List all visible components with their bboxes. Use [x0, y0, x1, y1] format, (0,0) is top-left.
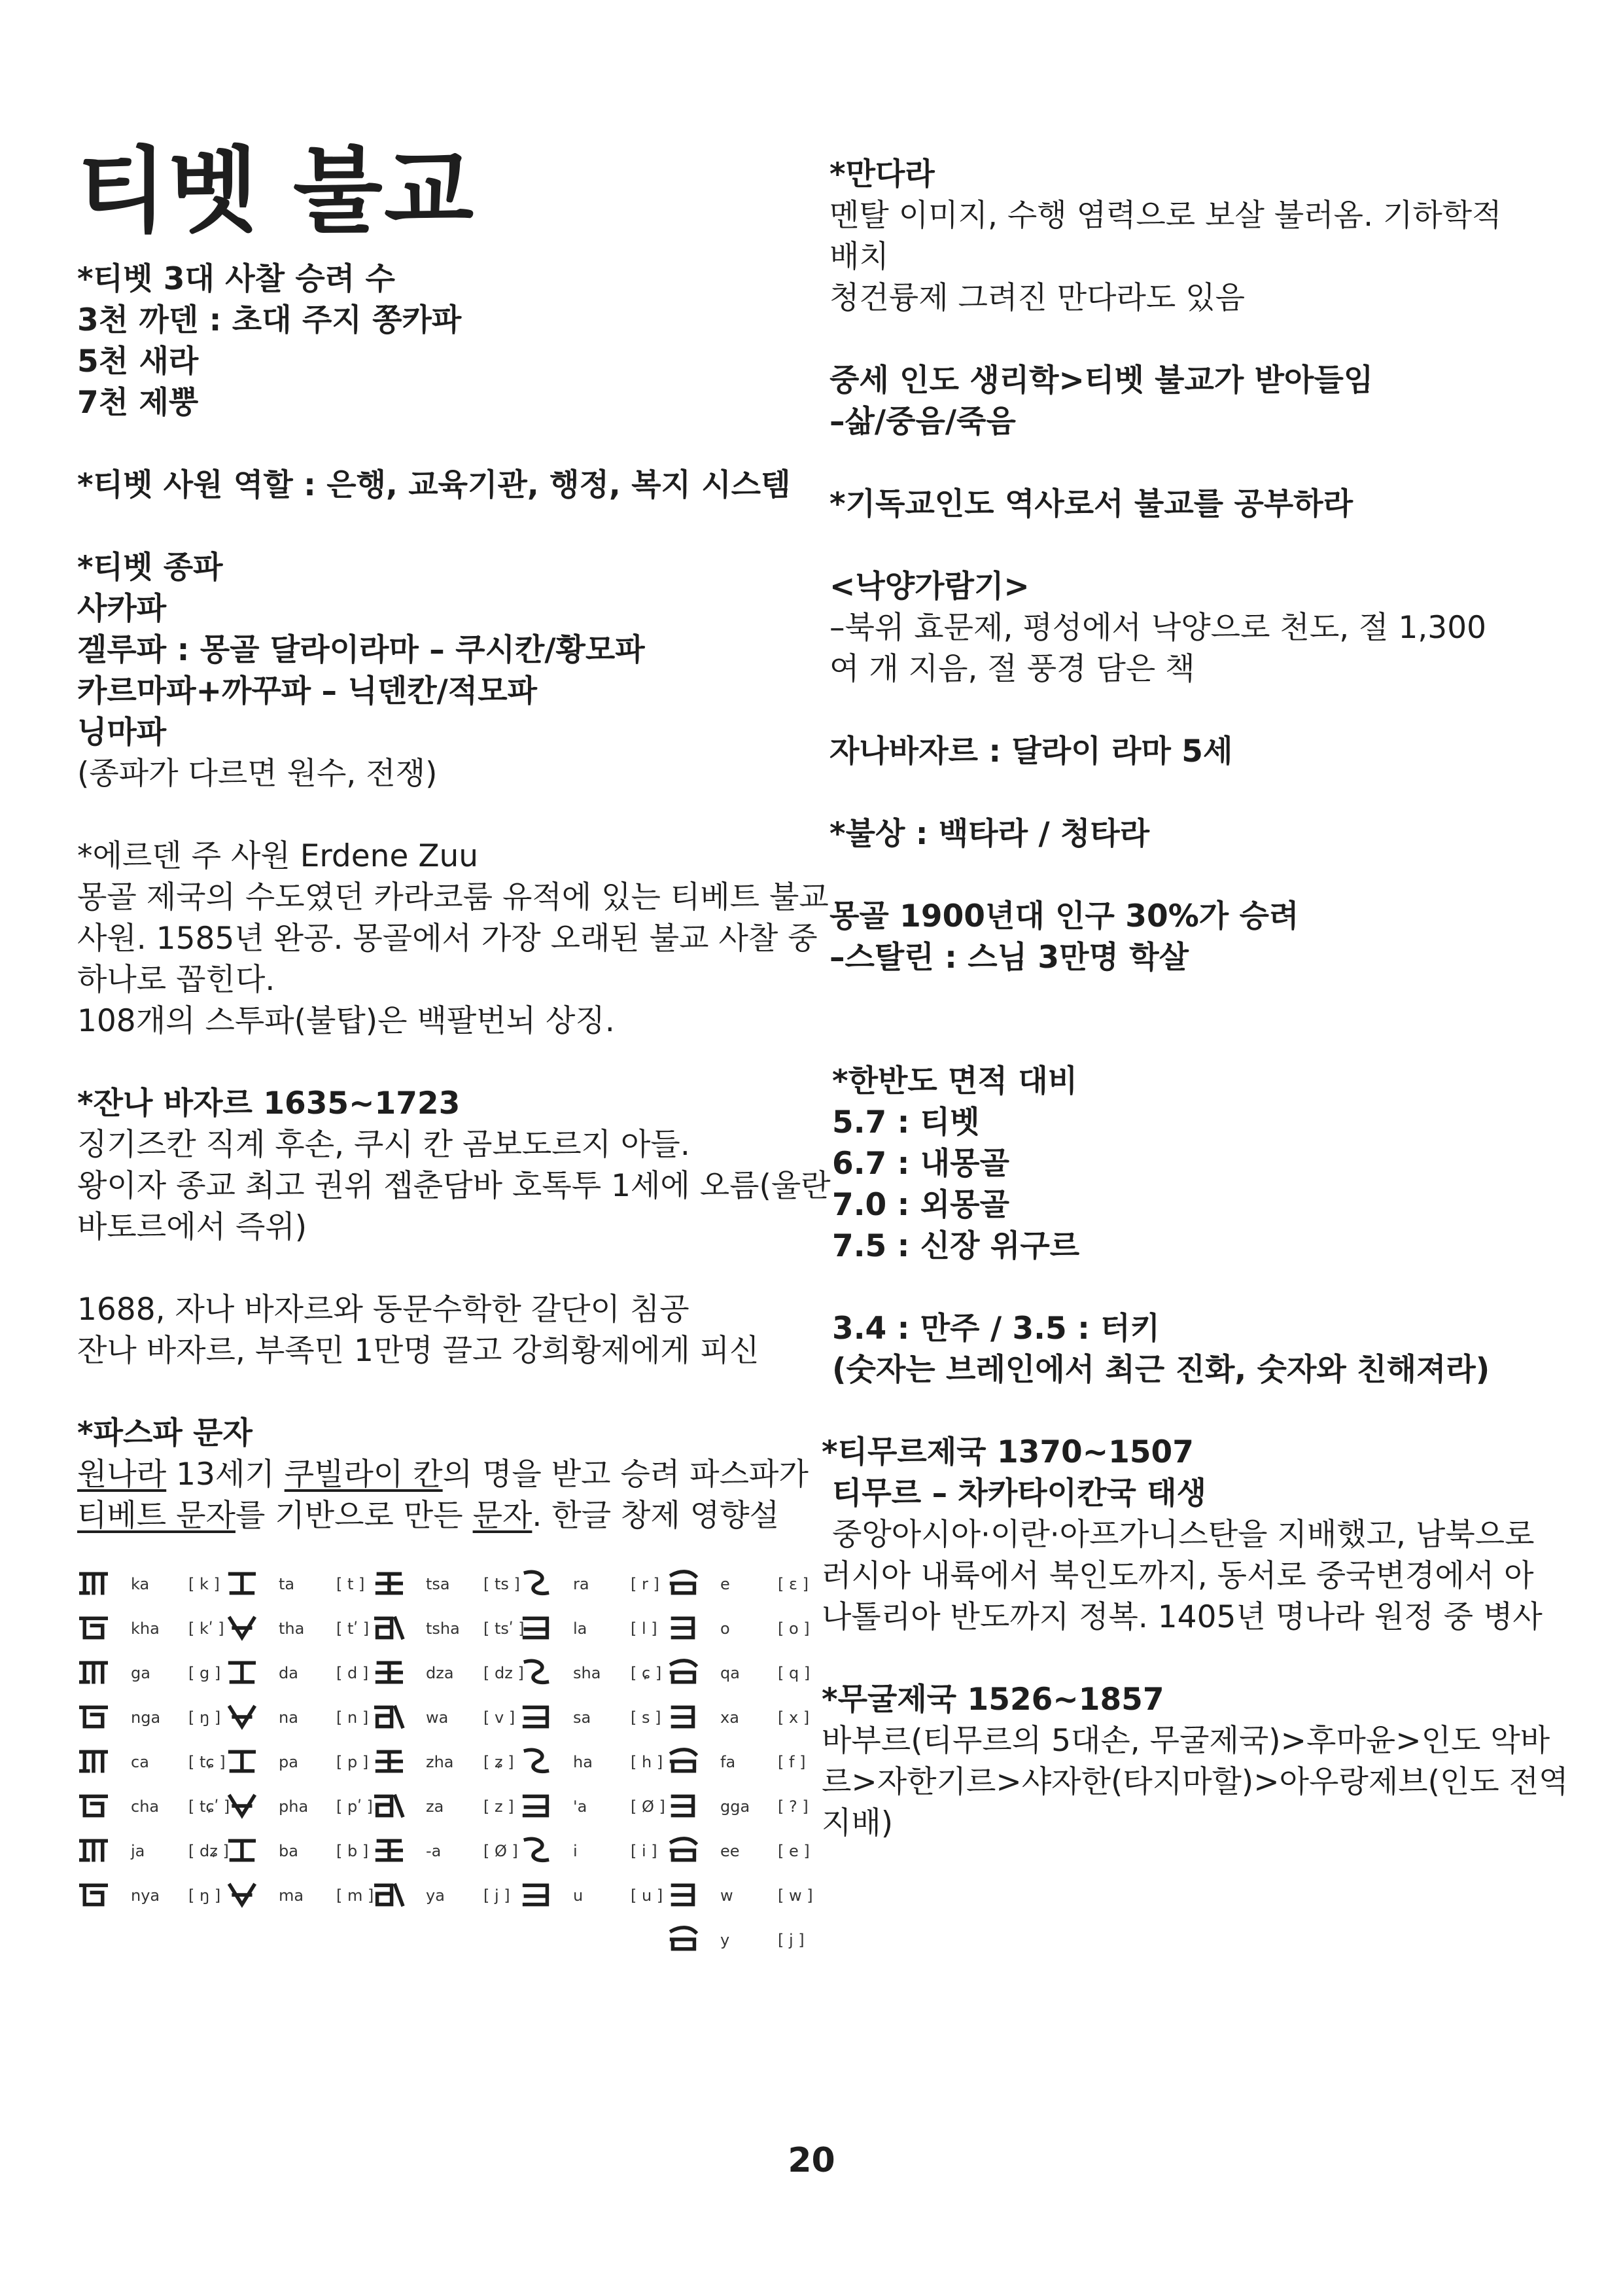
phags-pa-letter — [225, 1742, 369, 1786]
spacer — [829, 772, 1556, 813]
ipa-value: [ d ] — [336, 1664, 369, 1682]
text-line: 3천 까덴 : 초대 주지 쫑카파 — [77, 302, 462, 338]
text-line: 바토르에서 즉위) — [77, 1209, 307, 1245]
transliteration: da — [279, 1664, 298, 1682]
phags-pa-glyph-icon — [667, 1658, 699, 1687]
phags-pa-letter — [667, 1697, 811, 1742]
ipa-value: [ tɕʹ ] — [188, 1797, 230, 1816]
ipa-value: [ q ] — [778, 1664, 811, 1682]
text-line: 르>자한기르>샤자한(타지마할)>아우랑제브(인도 전역 — [822, 1764, 1569, 1800]
phags-pa-glyph-icon — [667, 1569, 699, 1598]
phags-pa-glyph-icon — [519, 1747, 552, 1776]
phags-pa-glyph-icon — [225, 1703, 258, 1731]
text-line: 잔나 바자르, 부족민 1만명 끌고 강희황제에게 피신 — [77, 1333, 759, 1369]
ipa-value: [ tsʹ ] — [483, 1619, 525, 1638]
phags-pa-row — [77, 1920, 810, 1964]
phags-pa-glyph-icon — [225, 1569, 258, 1598]
ipa-value: [ n ] — [336, 1708, 369, 1727]
text-line: –북위 효문제, 평성에서 낙양으로 천도, 절 1,300 — [829, 610, 1487, 646]
text-line: 108개의 스투파(불탑)은 백팔번뇌 상징. — [77, 1003, 615, 1039]
transliteration: pha — [279, 1797, 309, 1816]
phags-pa-glyph-icon — [519, 1703, 552, 1731]
ipa-value: [ r ] — [631, 1575, 659, 1593]
spacer — [77, 1248, 816, 1289]
spacer — [77, 506, 816, 547]
page-number: 20 — [788, 2141, 835, 2180]
phags-pa-glyph-icon — [225, 1614, 258, 1642]
phags-pa-letter — [519, 1697, 663, 1742]
transliteration: ta — [279, 1575, 295, 1593]
text-line: 7.5 : 신장 위구르 — [832, 1228, 1080, 1264]
transliteration: ee — [720, 1842, 740, 1860]
spacer — [829, 1390, 1556, 1432]
text-line: 지배) — [822, 1805, 894, 1841]
text-line: 여 개 지음, 절 풍경 담은 책 — [829, 651, 1195, 687]
spacer — [829, 525, 1556, 566]
spacer — [77, 794, 816, 836]
transliteration: tsa — [426, 1575, 450, 1593]
ipa-value: [ ts ] — [483, 1575, 520, 1593]
transliteration: na — [279, 1708, 298, 1727]
phags-pa-row — [77, 1786, 810, 1831]
transliteration: ya — [426, 1886, 445, 1905]
transliteration: -a — [426, 1842, 442, 1860]
phags-pa-letter — [225, 1564, 369, 1608]
phags-pa-glyph-icon — [667, 1792, 699, 1820]
transliteration: tsha — [426, 1619, 460, 1638]
transliteration: u — [573, 1886, 584, 1905]
spacer — [77, 423, 816, 465]
text-line: *무굴제국 1526~1857 — [822, 1682, 1164, 1718]
spacer — [829, 690, 1556, 731]
phags-pa-letter — [77, 1742, 226, 1786]
phags-pa-glyph-icon — [519, 1569, 552, 1598]
transliteration: gga — [720, 1797, 750, 1816]
phags-pa-glyph-icon — [225, 1836, 258, 1865]
phags-pa-row — [77, 1564, 810, 1608]
phags-pa-glyph-icon — [225, 1792, 258, 1820]
ipa-value: [ t ] — [336, 1575, 365, 1593]
ipa-value: [ j ] — [778, 1931, 805, 1949]
transliteration: ga — [131, 1664, 150, 1682]
phags-pa-row — [77, 1875, 813, 1920]
phags-pa-glyph-icon — [77, 1881, 110, 1909]
phags-pa-letter — [667, 1564, 811, 1608]
phags-pa-glyph-icon — [667, 1836, 699, 1865]
ipa-value: [ k ] — [188, 1575, 220, 1593]
ipa-value: [ z ] — [483, 1797, 514, 1816]
transliteration: nya — [131, 1886, 160, 1905]
ipa-value: [ b ] — [336, 1842, 369, 1860]
phags-pa-glyph-icon — [372, 1792, 405, 1820]
text-line: 하나로 꼽힌다. — [77, 962, 275, 998]
text-line: 징기즈칸 직계 후손, 쿠시 칸 곰보도르지 아들. — [77, 1127, 690, 1163]
ipa-value: [ p ] — [336, 1753, 369, 1771]
phags-pa-glyph-icon — [667, 1925, 699, 1954]
phags-pa-letter — [77, 1831, 229, 1875]
phags-pa-row — [77, 1831, 810, 1875]
phags-pa-letter — [667, 1786, 811, 1831]
spacer — [829, 855, 1556, 896]
phags-pa-glyph-icon — [372, 1881, 405, 1909]
spacer — [829, 442, 1556, 484]
page-title: 티벳 불교 — [77, 137, 476, 245]
text-line: *티벳 종파 — [77, 550, 223, 586]
phags-pa-glyph-icon — [225, 1747, 258, 1776]
spacer — [829, 1638, 1556, 1679]
phags-pa-letter — [77, 1697, 221, 1742]
transliteration: la — [573, 1619, 587, 1638]
phags-pa-letter — [372, 1742, 516, 1786]
text-line: 중세 인도 생리학>티벳 불교가 받아들임 — [829, 362, 1374, 398]
text-line: 티무르 – 차카타이칸국 태생 — [832, 1475, 1207, 1511]
phags-pa-letter — [519, 1875, 663, 1920]
phags-pa-glyph-icon — [77, 1703, 110, 1731]
phags-pa-letter — [519, 1786, 663, 1831]
phags-pa-glyph-icon — [225, 1658, 258, 1687]
transliteration: tha — [279, 1619, 305, 1638]
text-line: 바부르(티무르의 5대손, 무굴제국)>후마윤>인도 악바 — [822, 1723, 1550, 1759]
ipa-value: [ g ] — [188, 1664, 221, 1682]
phags-pa-letter — [667, 1742, 811, 1786]
text-line — [77, 1454, 816, 1495]
ipa-value: [ kʹ ] — [188, 1619, 224, 1638]
text-line: *잔나 바자르 1635~1723 — [77, 1086, 461, 1122]
ipa-value: [ x ] — [778, 1708, 810, 1727]
phags-pa-glyph-icon — [667, 1703, 699, 1731]
phags-pa-letter — [372, 1831, 516, 1875]
underlined-term: 쿠빌라이 칸 — [284, 1457, 443, 1492]
text-line: 5.7 : 티벳 — [832, 1104, 980, 1140]
spacer — [829, 319, 1556, 360]
transliteration: ka — [131, 1575, 150, 1593]
ipa-value: [ j ] — [483, 1886, 510, 1905]
transliteration: sa — [573, 1708, 591, 1727]
phags-pa-letter — [225, 1875, 374, 1920]
phags-pa-glyph-icon — [77, 1836, 110, 1865]
ipa-value: [ m ] — [336, 1886, 374, 1905]
text-line: 사카파 — [77, 591, 167, 627]
phags-pa-letter — [667, 1608, 811, 1653]
transliteration: dza — [426, 1664, 454, 1682]
text-line: (종파가 다르면 원수, 전쟁) — [77, 756, 438, 792]
phags-pa-glyph-icon — [519, 1792, 552, 1820]
phags-pa-glyph-icon — [667, 1747, 699, 1776]
transliteration: sha — [573, 1664, 601, 1682]
text-line: 배치 — [829, 239, 889, 275]
transliteration: nga — [131, 1708, 161, 1727]
text-line: *만다라 — [829, 156, 935, 192]
phags-pa-letter — [372, 1564, 520, 1608]
text-line: 닝마파 — [77, 715, 167, 751]
transliteration: ma — [279, 1886, 304, 1905]
text-line: (숫자는 브레인에서 최근 진화, 숫자와 친해져라) — [832, 1352, 1490, 1388]
phags-pa-glyph-icon — [372, 1614, 405, 1642]
phags-pa-glyph-icon — [519, 1881, 552, 1909]
phags-pa-glyph-icon — [372, 1836, 405, 1865]
phags-pa-letter — [225, 1697, 369, 1742]
transliteration: xa — [720, 1708, 739, 1727]
phags-pa-glyph-icon — [667, 1614, 699, 1642]
ipa-value: [ f ] — [778, 1753, 806, 1771]
spacer — [77, 1371, 816, 1413]
phags-pa-letter — [519, 1742, 663, 1786]
underlined-term: 문자 — [472, 1498, 532, 1534]
text-line: 중앙아시아·이란·아프가니스탄을 지배했고, 남북으로 — [832, 1517, 1535, 1553]
transliteration: ca — [131, 1753, 149, 1771]
transliteration: wa — [426, 1708, 449, 1727]
phags-pa-letter — [519, 1831, 663, 1875]
text-line: 1688, 자나 바자르와 동문수학한 갈단이 침공 — [77, 1292, 689, 1328]
text-line: <낙양가람기> — [829, 569, 1030, 605]
phags-pa-letter — [519, 1608, 663, 1653]
text-line: 7천 제뿡 — [77, 385, 199, 421]
text-span: 13세기 — [166, 1457, 285, 1492]
phags-pa-glyph-icon — [77, 1569, 110, 1598]
phags-pa-letter — [225, 1786, 373, 1831]
spacer — [77, 1042, 816, 1083]
ipa-value: [ u ] — [631, 1886, 663, 1905]
phags-pa-letter — [77, 1564, 221, 1608]
ipa-value: [ ɕ ] — [631, 1664, 662, 1682]
transliteration: zha — [426, 1753, 454, 1771]
phags-pa-letter — [372, 1786, 516, 1831]
transliteration: ba — [279, 1842, 298, 1860]
text-line: *티벳 3대 사찰 승려 수 — [77, 261, 395, 297]
phags-pa-letter — [77, 1875, 221, 1920]
phags-pa-glyph-icon — [667, 1881, 699, 1909]
text-line: 몽골 1900년대 인구 30%가 승려 — [829, 898, 1299, 934]
spacer — [829, 978, 1556, 1019]
text-line: 러시아 내륙에서 북인도까지, 동서로 중국변경에서 아 — [822, 1558, 1534, 1594]
phags-pa-letter — [372, 1697, 516, 1742]
ipa-value: [ dz ] — [483, 1664, 524, 1682]
text-line: *기독교인도 역사로서 불교를 공부하라 — [829, 486, 1353, 522]
phags-pa-letter — [77, 1653, 221, 1697]
phags-pa-glyph-icon — [519, 1836, 552, 1865]
transliteration: fa — [720, 1753, 736, 1771]
phags-pa-letter — [667, 1875, 811, 1920]
text-line: –스탈린 : 스님 3만명 학살 — [829, 940, 1189, 976]
phags-pa-letter — [372, 1875, 516, 1920]
transliteration: za — [426, 1797, 444, 1816]
phags-pa-glyph-icon — [372, 1747, 405, 1776]
ipa-value: [ ɛ ] — [778, 1575, 809, 1593]
transliteration: qa — [720, 1664, 740, 1682]
phags-pa-glyph-icon — [225, 1881, 258, 1909]
text-line: –삶/중음/죽음 — [829, 404, 1016, 440]
transliteration: ra — [573, 1575, 589, 1593]
transliteration: e — [720, 1575, 730, 1593]
phags-pa-glyph-icon — [77, 1792, 110, 1820]
transliteration: cha — [131, 1797, 160, 1816]
phags-pa-letter — [372, 1608, 525, 1653]
text-line: 자나바자르 : 달라이 라마 5세 — [829, 733, 1233, 769]
phags-pa-letter — [225, 1831, 369, 1875]
text-line: 몽골 제국의 수도였던 카라코룸 유적에 있는 티베트 불교 — [77, 879, 829, 915]
phags-pa-script-table — [77, 1564, 813, 1964]
ipa-value: [ ŋ ] — [188, 1708, 221, 1727]
text-line: *한반도 면적 대비 — [832, 1063, 1078, 1099]
ipa-value: [ e ] — [778, 1842, 810, 1860]
phags-pa-letter — [519, 1564, 663, 1608]
phags-pa-letter — [77, 1608, 224, 1653]
ipa-value: [ h ] — [631, 1753, 663, 1771]
right-column — [822, 154, 1569, 1844]
transliteration: ha — [573, 1753, 593, 1771]
transliteration: ja — [131, 1842, 145, 1860]
text-line: 5천 새라 — [77, 344, 199, 380]
text-line: 카르마파+까꾸파 – 닉덴칸/적모파 — [77, 673, 537, 709]
text-span: 를 기반으로 만든 — [235, 1498, 473, 1534]
phags-pa-glyph-icon — [77, 1658, 110, 1687]
phags-pa-letter — [519, 1653, 663, 1697]
phags-pa-row — [77, 1608, 810, 1653]
phags-pa-row — [77, 1697, 810, 1742]
phags-pa-glyph-icon — [372, 1703, 405, 1731]
text-line: *티무르제국 1370~1507 — [822, 1434, 1194, 1470]
text-line: *파스파 문자 — [77, 1415, 253, 1451]
ipa-value: [ ʑ ] — [483, 1753, 514, 1771]
spacer — [829, 1019, 1556, 1061]
text-line: 왕이자 종교 최고 권위 젭춘담바 호톡투 1세에 오름(울란 — [77, 1168, 831, 1204]
phags-pa-row — [77, 1653, 810, 1697]
ipa-value: [ Ø ] — [631, 1797, 665, 1816]
ipa-value: [ w ] — [778, 1886, 813, 1905]
text-line: 사원. 1585년 완공. 몽골에서 가장 오래된 불교 사찰 중 — [77, 921, 818, 957]
phags-pa-letter — [225, 1653, 369, 1697]
spacer — [829, 1267, 1556, 1308]
transliteration: w — [720, 1886, 733, 1905]
text-line: *에르덴 주 사원 Erdene Zuu — [77, 838, 479, 874]
phags-pa-letter — [77, 1786, 230, 1831]
underlined-term: 티베트 문자 — [77, 1498, 236, 1534]
phags-pa-glyph-icon — [372, 1569, 405, 1598]
text-span: . 한글 창제 영향설 — [532, 1498, 779, 1534]
underlined-term: 원나라 — [77, 1457, 167, 1492]
phags-pa-glyph-icon — [77, 1747, 110, 1776]
phags-pa-glyph-icon — [77, 1614, 110, 1642]
phags-pa-glyph-icon — [519, 1658, 552, 1687]
phags-pa-letter — [667, 1920, 811, 1964]
ipa-value: [ o ] — [778, 1619, 810, 1638]
transliteration: o — [720, 1619, 730, 1638]
text-line: 3.4 : 만주 / 3.5 : 터키 — [832, 1311, 1161, 1347]
ipa-value: [ tɕ ] — [188, 1753, 226, 1771]
ipa-value: [ s ] — [631, 1708, 661, 1727]
phags-pa-letter — [667, 1831, 811, 1875]
ipa-value: [ l ] — [631, 1619, 657, 1638]
left-column — [77, 258, 831, 1536]
text-line: 청건륭제 그려진 만다라도 있음 — [829, 280, 1246, 316]
text-span: 의 명을 받고 승려 파스파가 — [442, 1457, 809, 1492]
transliteration: i — [573, 1842, 578, 1860]
ipa-value: [ Ø ] — [483, 1842, 518, 1860]
text-line: 7.0 : 외몽골 — [832, 1187, 1009, 1223]
ipa-value: [ pʹ ] — [336, 1797, 373, 1816]
ipa-value: [ tʹ ] — [336, 1619, 370, 1638]
ipa-value: [ ? ] — [778, 1797, 809, 1816]
phags-pa-row — [77, 1742, 810, 1786]
text-line: 나톨리아 반도까지 정복. 1405년 명나라 원정 중 병사 — [822, 1599, 1543, 1635]
text-line: *불상 : 백타라 / 청타라 — [829, 816, 1150, 852]
text-line: 6.7 : 내몽골 — [832, 1146, 1009, 1182]
ipa-value: [ v ] — [483, 1708, 515, 1727]
ipa-value: [ i ] — [631, 1842, 657, 1860]
transliteration: 'a — [573, 1797, 587, 1816]
phags-pa-letter — [225, 1608, 369, 1653]
transliteration: pa — [279, 1753, 298, 1771]
text-line: *티벳 사원 역할 : 은행, 교육기관, 행정, 복지 시스템 — [77, 467, 791, 503]
text-line: 멘탈 이미지, 수행 염력으로 보살 불러옴. 기하학적 — [829, 198, 1502, 234]
phags-pa-letter — [667, 1653, 811, 1697]
text-line — [77, 1495, 816, 1536]
phags-pa-glyph-icon — [372, 1658, 405, 1687]
phags-pa-letter — [372, 1653, 524, 1697]
phags-pa-glyph-icon — [519, 1614, 552, 1642]
transliteration: kha — [131, 1619, 160, 1638]
transliteration: y — [720, 1931, 730, 1949]
ipa-value: [ ŋ ] — [188, 1886, 221, 1905]
text-line: 겔루파 : 몽골 달라이라마 – 쿠시칸/황모파 — [77, 632, 645, 668]
ipa-value: [ dʑ ] — [188, 1842, 229, 1860]
